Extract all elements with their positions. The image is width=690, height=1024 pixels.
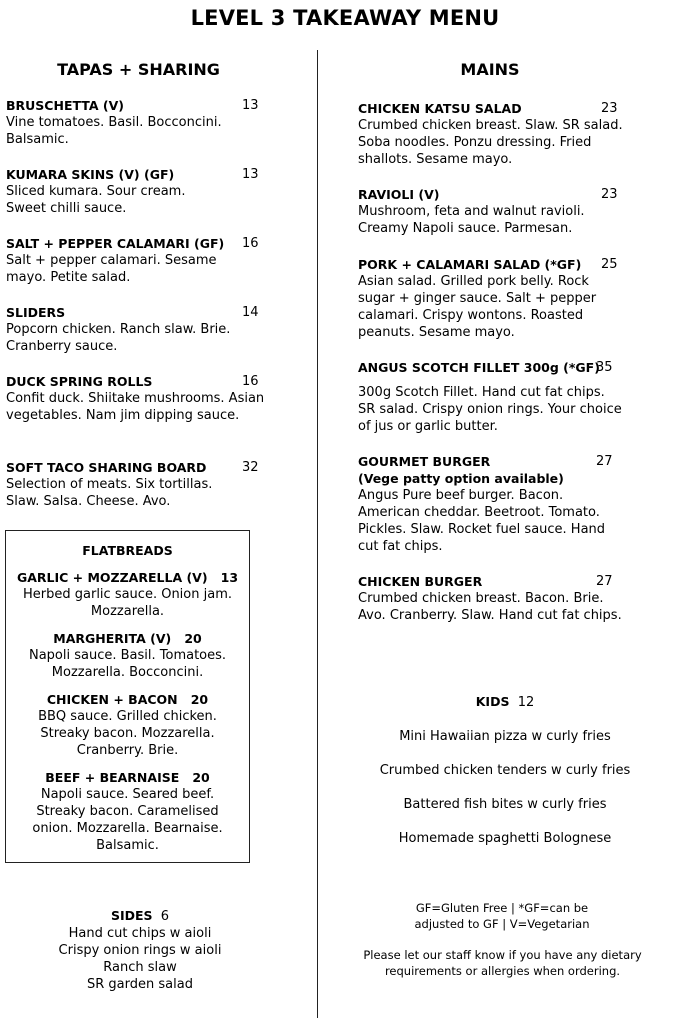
item-price: 20 <box>184 631 202 646</box>
item-price: 16 <box>242 374 259 389</box>
sides-section <box>0 907 280 993</box>
item-desc: Angus Pure beef burger. Bacon. American cheddar. Beetroot. Tomato. Pickles. Slaw. Rocket fuel sauce. Hand cut fat chips. <box>358 488 606 554</box>
tapas-heading: TAPAS + SHARING <box>57 60 220 79</box>
item-desc: Crumbed chicken breast. Bacon. Brie. Avo. Cranberry. Slaw. Hand cut fat chips. <box>358 591 622 623</box>
main-chicken-burger <box>358 573 658 624</box>
item-name: BRUSCHETTA (V) <box>6 98 124 113</box>
item-desc: 300g Scotch Fillet. Hand cut fat chips. SR salad. Crispy onion rings. Your choice of jus or garlic butter. <box>358 385 622 434</box>
mains-heading: MAINS <box>460 60 520 79</box>
kids-price: 12 <box>517 695 535 710</box>
sides-item: Crispy onion rings w aioli <box>58 943 222 958</box>
item-name: SALT + PEPPER CALAMARI (GF) <box>6 236 225 251</box>
item-name: SLIDERS <box>6 305 66 320</box>
item-price: 20 <box>192 770 210 785</box>
item-desc: Asian salad. Grilled pork belly. Rock sugar + ginger sauce. Salt + pepper calamari. Crispy wontons. Roasted peanuts. Sesame mayo. <box>358 274 597 340</box>
kids-header <box>330 694 680 710</box>
flatbread-garlic-mozzarella <box>10 569 245 620</box>
item-price: 27 <box>596 574 613 589</box>
item-price: 13 <box>242 98 259 113</box>
item-name: CHICKEN + BACON <box>46 692 178 707</box>
item-desc: Popcorn chicken. Ranch slaw. Brie. Cranberry sauce. <box>6 322 231 354</box>
item-price: 27 <box>596 454 613 469</box>
item-name: CHICKEN BURGER <box>358 574 483 589</box>
flatbreads-heading: FLATBREADS <box>82 543 173 558</box>
kids-item: Battered fish bites w curly fries <box>403 797 607 812</box>
kids-heading: KIDS <box>475 694 510 709</box>
item-name: CHICKEN KATSU SALAD <box>358 101 522 116</box>
item-desc: Salt + pepper calamari. Sesame mayo. Petite salad. <box>6 253 217 285</box>
flatbread-chicken-bacon <box>10 691 245 759</box>
sides-item: SR garden salad <box>87 977 193 992</box>
item-name: SOFT TACO SHARING BOARD <box>6 460 207 475</box>
sides-item: Hand cut chips w aioli <box>68 926 212 941</box>
column-divider <box>317 50 318 1018</box>
sides-price: 6 <box>160 909 170 924</box>
menu-item-sliders <box>6 304 268 355</box>
item-price: 20 <box>190 692 209 707</box>
sides-item: Ranch slaw <box>103 960 177 975</box>
item-price: 23 <box>601 101 618 116</box>
item-desc: Crumbed chicken breast. Slaw. SR salad. Soba noodles. Ponzu dressing. Fried shallots. Sesame mayo. <box>358 118 623 167</box>
item-note: (Vege patty option available) <box>358 471 564 486</box>
main-pork-calamari-salad <box>358 256 658 341</box>
menu-item-kumara-skins <box>6 166 268 217</box>
menu-item-soft-taco-board <box>6 459 268 510</box>
item-name: DUCK SPRING ROLLS <box>6 374 153 389</box>
item-price: 13 <box>220 570 239 585</box>
main-chicken-katsu-salad <box>358 100 658 168</box>
item-name: ANGUS SCOTCH FILLET 300g (*GF) <box>358 360 600 375</box>
item-desc: Napoli sauce. Basil. Tomatoes. Mozzarella. Bocconcini. <box>28 648 227 680</box>
item-desc: Sliced kumara. Sour cream. Sweet chilli sauce. <box>6 184 186 216</box>
item-desc: Selection of meats. Six tortillas. Slaw. Salsa. Cheese. Avo. <box>6 477 213 509</box>
item-desc: BBQ sauce. Grilled chicken. Streaky bacon. Mozzarella. Cranberry. Brie. <box>38 709 217 758</box>
item-price: 14 <box>242 305 259 320</box>
item-price: 35 <box>596 360 613 375</box>
item-name: BEEF + BEARNAISE <box>45 770 180 785</box>
flatbread-beef-bearnaise <box>10 769 245 854</box>
kids-item: Homemade spaghetti Bolognese <box>398 831 612 846</box>
menu-item-bruschetta <box>6 97 268 148</box>
item-desc: Herbed garlic sauce. Onion jam. Mozzarella. <box>23 587 232 619</box>
flatbread-margherita <box>10 630 245 681</box>
sides-heading: SIDES <box>110 908 153 923</box>
item-price: 13 <box>242 167 259 182</box>
main-angus-scotch-fillet <box>358 359 658 435</box>
item-name: GARLIC + MOZZARELLA (V) <box>16 570 208 585</box>
item-name: GOURMET BURGER <box>358 454 491 469</box>
item-price: 16 <box>242 236 259 251</box>
item-name: MARGHERITA (V) <box>53 631 172 646</box>
menu-item-duck-spring-rolls <box>6 373 268 424</box>
allergy-notice: Please let our staff know if you have any dietary requirements or allergies when ordering. <box>363 948 642 978</box>
item-desc: Vine tomatoes. Basil. Bocconcini. Balsamic. <box>6 115 222 147</box>
item-desc: Mushroom, feta and walnut ravioli. Creamy Napoli sauce. Parmesan. <box>358 204 585 236</box>
page-title: LEVEL 3 TAKEAWAY MENU <box>190 6 500 30</box>
item-desc: Confit duck. Shiitake mushrooms. Asian vegetables. Nam jim dipping sauce. <box>6 391 265 423</box>
item-name: RAVIOLI (V) <box>358 187 440 202</box>
kids-item: Crumbed chicken tenders w curly fries <box>379 763 631 778</box>
main-ravioli <box>358 186 658 237</box>
item-name: PORK + CALAMARI SALAD (*GF) <box>358 257 582 272</box>
item-name: KUMARA SKINS (V) (GF) <box>6 167 175 182</box>
main-gourmet-burger <box>358 453 658 555</box>
item-price: 23 <box>601 187 618 202</box>
item-price: 25 <box>601 257 618 272</box>
item-desc: Napoli sauce. Seared beef. Streaky bacon. Caramelised onion. Mozzarella. Bearnaise. Balsamic. <box>32 787 223 853</box>
kids-item: Mini Hawaiian pizza w curly fries <box>399 729 611 744</box>
item-price: 32 <box>242 460 259 475</box>
dietary-legend: GF=Gluten Free | *GF=can be adjusted to GF | V=Vegetarian <box>414 901 590 931</box>
menu-item-calamari <box>6 235 268 286</box>
